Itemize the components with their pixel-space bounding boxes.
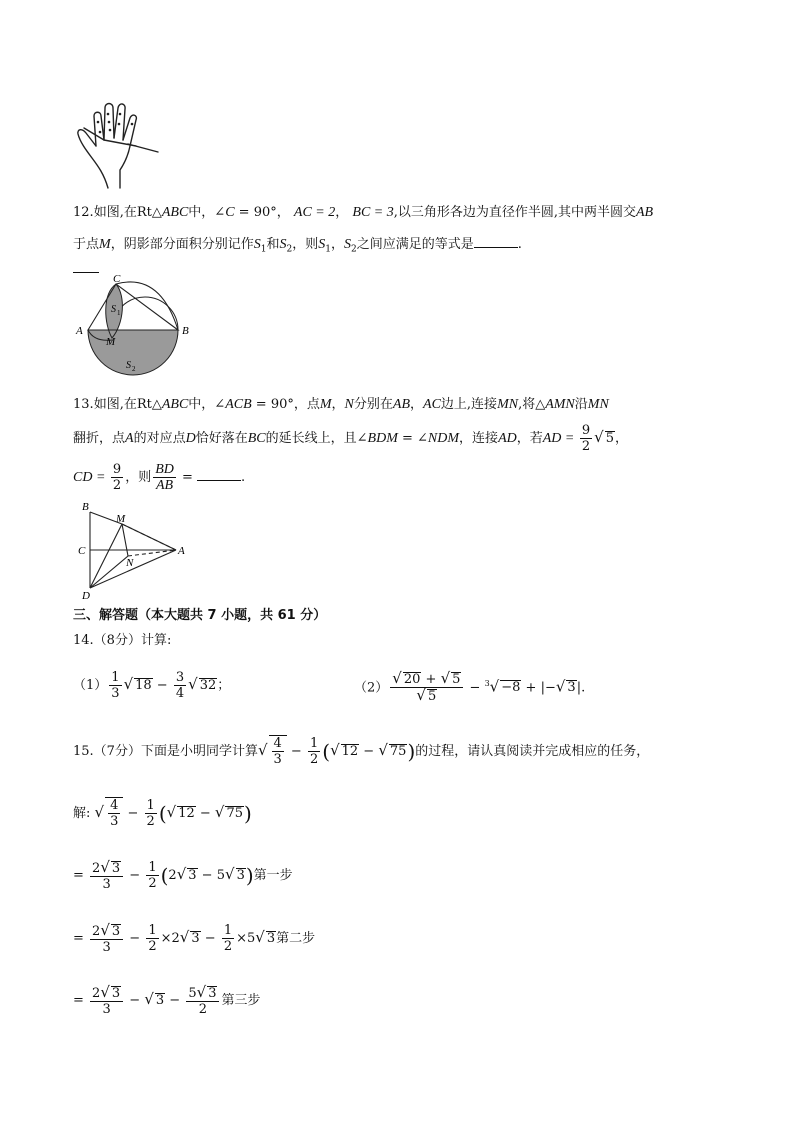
q13-var: AMN — [545, 397, 575, 412]
q13-text: 恰好落在 — [195, 431, 248, 446]
q12-text: ，阴影部分面积分别记作 — [110, 237, 254, 252]
q13-triangle: ABC — [161, 397, 189, 412]
q13-var: AC — [423, 397, 441, 412]
q13-var: M — [319, 397, 332, 412]
q13-text: 边上,连接 — [440, 397, 498, 412]
fig12-label-c: C — [113, 273, 121, 285]
q12-s: S — [279, 237, 287, 252]
q14-text: ； — [217, 678, 231, 693]
q13-frac-cd: $\frac{9}{2}$ — [112, 462, 122, 493]
q12-m: M — [99, 237, 111, 252]
q15-step1: = $\frac{2√ 3}{3}$ − $\frac{1}{2}$ (2√ 3 − 5√ 3)第一步 — [73, 857, 293, 892]
section-title: 三、解答题（本大题共 7 小题，共 61 分） — [73, 608, 327, 623]
q12-figure — [72, 272, 202, 384]
q13-line1: 13.如图,在Rt△ABC中，∠ACB = 90°，点M，N分别在AB，AC边上,连接MN,将△AMN沿MN — [73, 397, 609, 412]
fig13-label-m: M — [116, 513, 126, 525]
q13-number: 13. — [73, 397, 94, 412]
fig13-label-c: C — [78, 545, 86, 557]
q13-text: ，则 — [125, 470, 152, 485]
q12-ac: AC = 2 — [293, 205, 336, 220]
q15-header: 15.（7分）下面是小明同学计算√ $\frac{4}{3}$ − $\frac{1}{2}$ (√ 12 − √ 75)的过程，请认真阅读并完成相应的任务， — [73, 736, 650, 767]
q12-text: ， — [335, 205, 349, 220]
q15-step-label: 第一步 — [253, 868, 293, 883]
q12-number: 12. — [73, 205, 94, 220]
hand-figure — [74, 100, 166, 192]
q13-var: NDM — [427, 431, 460, 446]
q12-s: S — [253, 237, 261, 252]
q12-text: 和 — [266, 237, 280, 252]
q13-var: A — [125, 431, 134, 446]
q14-frac: $\frac{√ 20 + √ 5}{√ 5}$ — [390, 671, 463, 704]
q13-figure — [76, 500, 196, 602]
fig12-label-s2: S — [126, 360, 131, 371]
q13-line3: CD = $\frac{9}{2}$ ，则 $\frac{BD}{AB}$ = . — [73, 462, 246, 493]
fig12-label-b: B — [182, 325, 189, 337]
q13-var: AD = — [542, 431, 578, 446]
q13-var: CD = — [73, 470, 109, 485]
q14-part-label: （2） — [354, 680, 389, 696]
q13-text: 沿 — [574, 397, 588, 412]
q12-s: S — [343, 237, 351, 252]
q15-text: 解: — [73, 806, 91, 821]
q14-part1: （1） $\frac{1}{3}$ √ 18 − $\frac{3}{4}$ √ 32； — [73, 670, 231, 701]
q13-line2: 翻折，点A的对应点D恰好落在BC的延长线上，且∠BDM = ∠NDM，连接AD，若AD = $\frac{9}{2}$ √ 5， — [73, 423, 628, 454]
q13-var: BDM — [367, 431, 398, 446]
q13-var: MN — [587, 397, 609, 412]
fig13-label-d: D — [82, 590, 90, 602]
fig13-label-a: A — [178, 545, 185, 557]
q12-text: 于点 — [73, 237, 100, 252]
q15-step3: = $\frac{2√ 3}{3}$ − √ 3 − $\frac{5√ 3}{2}$ 第三步 — [73, 982, 261, 1017]
q12-text: ,以三角形各边为直径作半圆,其中两半圆交 — [393, 205, 636, 220]
q14-part2: （2） $\frac{√ 20 + √ 5}{√ 5}$ − $^3$√ −8 + |−√ 3|. — [354, 669, 586, 705]
q15-text: 的过程，请认真阅读并完成相应的任务， — [415, 744, 650, 759]
q15-step-label: 第二步 — [276, 931, 316, 946]
q13-text: 分别在 — [353, 397, 393, 412]
fig12-label-a: A — [76, 325, 83, 337]
q12-line2: 于点M，阴影部分面积分别记作$S_1$和$S_2$，则$S_1$，$S_2$之间应满足的等式是 . — [73, 237, 522, 255]
q12-text: 之间应满足的等式是 — [356, 237, 474, 252]
q15-solution: 解: √ $\frac{4}{3}$ − $\frac{1}{2}$ (√ 12 − √ 75) — [73, 798, 252, 829]
fig12-label-m: M — [106, 336, 116, 348]
q12-text: ，则 — [292, 237, 319, 252]
q12-s: S — [318, 237, 326, 252]
fig12-label-s2-sub: 2 — [132, 365, 136, 373]
q13-frac-9-2: $\frac{9}{2}$ — [581, 423, 591, 454]
q13-var: BC — [247, 431, 266, 446]
fig13-label-n: N — [126, 557, 134, 569]
q14-cbrt: −8 — [501, 680, 521, 696]
q14-header: 14.（8分）计算: — [73, 633, 172, 648]
q13-text: 如图,在Rt△ — [93, 397, 162, 412]
q12-bc: BC = 3 — [352, 205, 394, 220]
q14-sqrt18: 18 — [135, 678, 152, 693]
q14-part-label: （1） — [73, 678, 108, 693]
fig13-label-b: B — [82, 501, 89, 513]
q13-text: 中，∠ — [188, 397, 226, 412]
q13-text: ,将△ — [518, 397, 546, 412]
answer-blank[interactable] — [197, 468, 241, 481]
fig12-label-s1: S — [111, 304, 116, 315]
q13-text: 的延长线上，且∠ — [265, 431, 368, 446]
q12-line1 — [73, 203, 653, 223]
q13-text: 翻折，点 — [73, 431, 126, 446]
q13-angle: ACB — [225, 397, 252, 412]
q15-text: 15.（7分）下面是小明同学计算 — [73, 744, 258, 759]
q13-var: AD — [498, 431, 517, 446]
q12-triangle: ABC — [161, 205, 189, 220]
q14-sqrt32: 32 — [199, 678, 217, 693]
q13-text: = 90°，点 — [251, 397, 320, 412]
q13-text: ，连接 — [459, 431, 499, 446]
q13-sqrt5: 5 — [605, 431, 614, 446]
q15-step-label: 第三步 — [221, 993, 261, 1008]
q15-step2: = $\frac{2√ 3}{3}$ − $\frac{1}{2}$ ×2√ 3 − $\frac{1}{2}$ ×5√ 3第二步 — [73, 920, 316, 955]
q12-angle-var: C — [225, 205, 235, 220]
q13-var: N — [344, 397, 354, 412]
fig12-label-s1-sub: 1 — [117, 309, 121, 317]
answer-blank[interactable] — [474, 235, 518, 248]
q12-text: . — [517, 237, 522, 252]
q13-var: D — [185, 431, 196, 446]
q12-ab: AB — [636, 205, 654, 220]
q13-frac-bd-ab: $\frac{BD}{AB}$ — [155, 462, 174, 493]
q13-text: 的对应点 — [133, 431, 186, 446]
q12-text: 如图,在Rt△ — [93, 205, 162, 220]
q13-var: AB — [392, 397, 411, 412]
q13-text: ，若 — [516, 431, 543, 446]
q12-text: 中，∠ — [188, 205, 226, 220]
q12-text: = 90°， — [234, 205, 290, 220]
q13-var: MN — [497, 397, 519, 412]
